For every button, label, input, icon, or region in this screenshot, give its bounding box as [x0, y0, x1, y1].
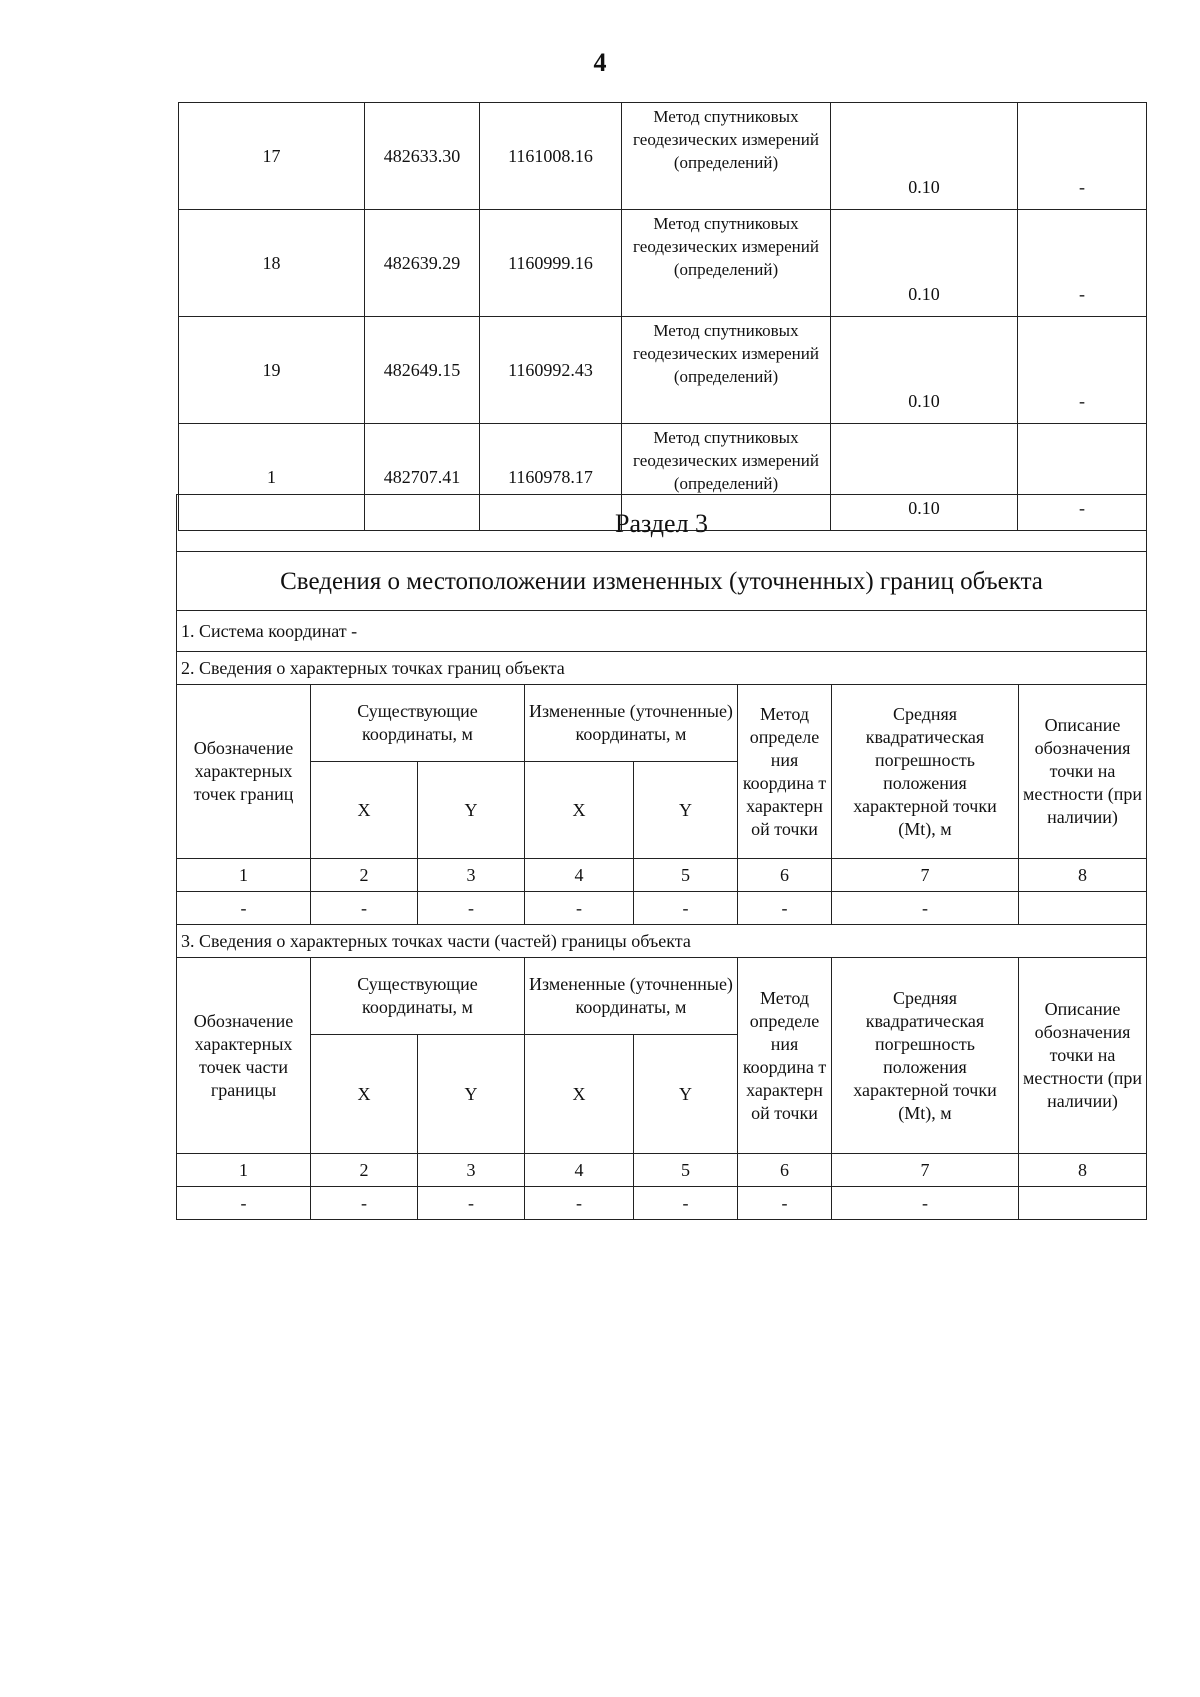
table-row: [179, 210, 1147, 317]
table-cell: -: [832, 1187, 1019, 1220]
method-cell: Метод спутниковых геодезических измерений (определений): [622, 103, 831, 210]
table-cell: -: [525, 892, 634, 925]
header-x: X: [311, 762, 418, 859]
x-coordinate-cell: 482649.15: [365, 317, 480, 424]
empty-data-row: [177, 892, 1147, 925]
table-cell: -: [738, 892, 832, 925]
column-numbers-row: [177, 859, 1147, 892]
point-id-cell: 17: [179, 103, 365, 210]
table-cell: -: [418, 892, 525, 925]
table-cell: -: [634, 892, 738, 925]
coordinates-table: [178, 102, 1147, 531]
y-coordinate-cell: 1160992.43: [480, 317, 622, 424]
section-title: Раздел 3: [177, 495, 1147, 552]
header-y: Y: [418, 1035, 525, 1154]
column-numbers-row: [177, 1154, 1147, 1187]
header-changed-coords: Измененные (уточненные) координаты, м: [525, 958, 738, 1035]
y-coordinate-cell: 1160978.17: [480, 424, 622, 531]
description-cell: -: [1018, 317, 1147, 424]
section3-table: [176, 494, 1147, 1220]
column-number: 4: [525, 859, 634, 892]
column-number: 3: [418, 859, 525, 892]
column-number: 7: [832, 859, 1019, 892]
table-cell: [1019, 892, 1147, 925]
header-x: X: [525, 1035, 634, 1154]
mt-cell: 0.10: [831, 424, 1018, 531]
header-method: Метод определе ния координа т характерн ой точки: [738, 958, 832, 1154]
table-row: [179, 103, 1147, 210]
page-number: 4: [593, 48, 607, 77]
point-id-cell: 19: [179, 317, 365, 424]
header-y: Y: [418, 762, 525, 859]
column-number: 8: [1019, 1154, 1147, 1187]
table-cell: -: [311, 1187, 418, 1220]
column-number: 3: [418, 1154, 525, 1187]
section-subtitle: Сведения о местоположении измененных (уточненных) границ объекта: [177, 552, 1147, 611]
header-description: Описание обозначения точки на местности (при наличии): [1019, 958, 1147, 1154]
column-number: 7: [832, 1154, 1019, 1187]
column-number: 1: [177, 1154, 311, 1187]
column-number: 4: [525, 1154, 634, 1187]
header-existing-coords: Существующие координаты, м: [311, 685, 525, 762]
column-number: 8: [1019, 859, 1147, 892]
method-cell: Метод спутниковых геодезических измерений (определений): [622, 210, 831, 317]
x-coordinate-cell: 482633.30: [365, 103, 480, 210]
method-cell: Метод спутниковых геодезических измерений (определений): [622, 317, 831, 424]
point-id-cell: 18: [179, 210, 365, 317]
mt-cell: 0.10: [831, 317, 1018, 424]
x-coordinate-cell: 482639.29: [365, 210, 480, 317]
table-cell: -: [634, 1187, 738, 1220]
description-cell: -: [1018, 210, 1147, 317]
column-number: 6: [738, 1154, 832, 1187]
table-cell: -: [832, 892, 1019, 925]
header-y: Y: [634, 1035, 738, 1154]
mt-cell: 0.10: [831, 210, 1018, 317]
header-mt: Средняя квадратическая погрешность положения характерной точки (Mt), м: [832, 958, 1019, 1154]
header-x: X: [311, 1035, 418, 1154]
table-cell: -: [177, 892, 311, 925]
header-method: Метод определе ния координа т характерн ой точки: [738, 685, 832, 859]
table-cell: -: [525, 1187, 634, 1220]
header-designation: Обозначение характерных точек границ: [177, 685, 311, 859]
column-number: 2: [311, 1154, 418, 1187]
header-description: Описание обозначения точки на местности (при наличии): [1019, 685, 1147, 859]
method-cell: Метод спутниковых геодезических измерений (определений): [622, 424, 831, 531]
point-id-cell: 1: [179, 424, 365, 531]
table-cell: -: [177, 1187, 311, 1220]
coordinate-system: 1. Система координат -: [177, 611, 1147, 652]
y-coordinate-cell: 1161008.16: [480, 103, 622, 210]
column-number: 5: [634, 1154, 738, 1187]
y-coordinate-cell: 1160999.16: [480, 210, 622, 317]
table-row: [179, 317, 1147, 424]
description-cell: -: [1018, 103, 1147, 210]
table-cell: -: [418, 1187, 525, 1220]
table-cell: -: [738, 1187, 832, 1220]
header-mt: Средняя квадратическая погрешность положения характерной точки (Mt), м: [832, 685, 1019, 859]
column-number: 6: [738, 859, 832, 892]
part2-title: 2. Сведения о характерных точках границ объекта: [177, 652, 1147, 685]
part3-title: 3. Сведения о характерных точках части (частей) границы объекта: [177, 925, 1147, 958]
table-cell: -: [311, 892, 418, 925]
table-cell: [1019, 1187, 1147, 1220]
x-coordinate-cell: 482707.41: [365, 424, 480, 531]
column-number: 1: [177, 859, 311, 892]
header-changed-coords: Измененные (уточненные) координаты, м: [525, 685, 738, 762]
column-number: 5: [634, 859, 738, 892]
empty-data-row: [177, 1187, 1147, 1220]
mt-cell: 0.10: [831, 103, 1018, 210]
description-cell: -: [1018, 424, 1147, 531]
header-existing-coords: Существующие координаты, м: [311, 958, 525, 1035]
header-designation: Обозначение характерных точек части границы: [177, 958, 311, 1154]
column-number: 2: [311, 859, 418, 892]
header-x: X: [525, 762, 634, 859]
header-y: Y: [634, 762, 738, 859]
